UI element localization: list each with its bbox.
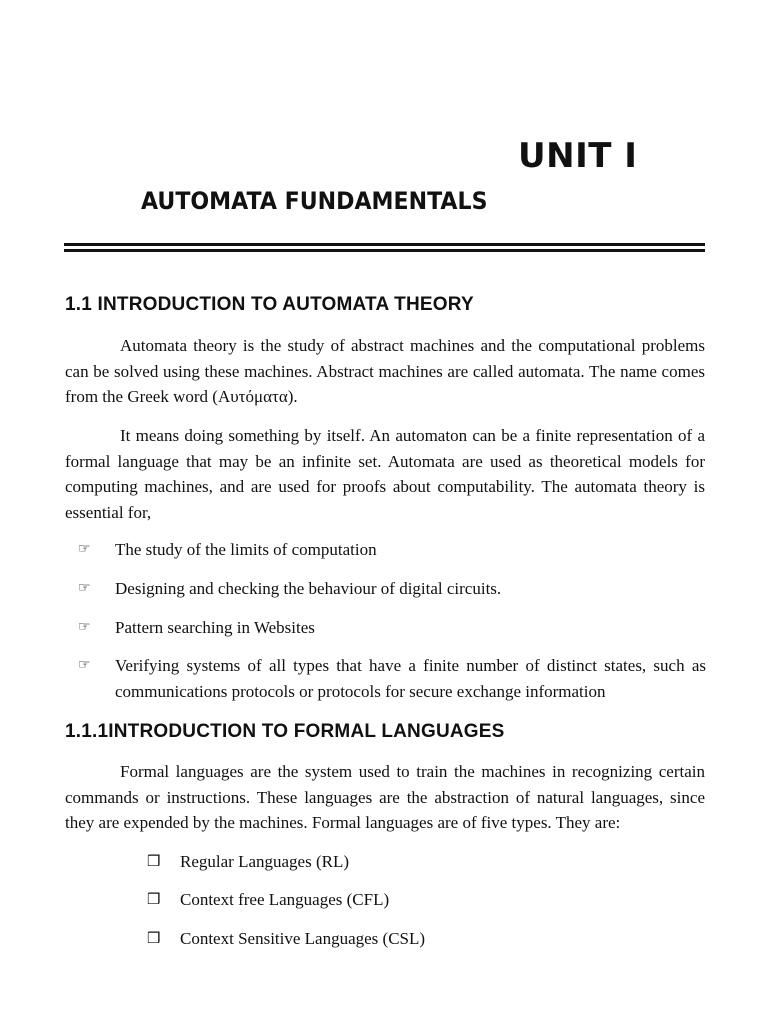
section-heading-1-1-1	[65, 719, 505, 745]
shadowed-square-icon: ❒	[147, 852, 161, 870]
title-divider-top	[64, 243, 705, 246]
paragraph-intro-text: Automata theory is the study of abstract machines and the computational problems can be solved using these machines. Abstract machines are called automata. The name comes from the Greek word (Αυτόματα).	[65, 336, 705, 406]
list-item-text: Designing and checking the behaviour of digital circuits.	[115, 579, 502, 598]
pointing-hand-icon: ☞	[78, 541, 91, 557]
paragraph-formal-languages	[65, 759, 705, 836]
unit-label: UNIT I	[518, 136, 638, 176]
list-item-text: Verifying systems of all types that have a finite number of distinct states, such as communications protocols or protocols for secure exchange information	[115, 656, 706, 701]
paragraph-formal-languages-text: Formal languages are the system used to train the machines in recognizing certain commands or instructions. These languages are the abstraction of natural languages, since they are expended by the machines. Formal languages are of five types. They are:	[65, 762, 705, 832]
unit-title: AUTOMATA FUNDAMENTALS	[141, 187, 488, 215]
list-item-text: Regular Languages (RL)	[180, 852, 349, 871]
list-item-text: Context free Languages (CFL)	[180, 890, 390, 909]
paragraph-definition-text: It means doing something by itself. An automaton can be a finite representation of a formal language that may be an infinite set. Automata are used as theoretical models for computing machines, and are used for proofs about computability. The automata theory is essential for,	[65, 426, 705, 522]
list-item-text: Context Sensitive Languages (CSL)	[180, 929, 426, 948]
shadowed-square-icon: ❒	[147, 890, 161, 908]
section-heading-1-1: 1.1 INTRODUCTION TO AUTOMATA THEORY	[65, 294, 474, 315]
section-number: 1.1.1	[65, 721, 109, 742]
pointing-hand-icon: ☞	[78, 657, 91, 673]
pointing-hand-icon: ☞	[78, 619, 91, 635]
paragraph-intro	[65, 333, 705, 410]
title-divider-bottom	[64, 249, 705, 252]
paragraph-definition	[65, 423, 705, 525]
shadowed-square-icon: ❒	[147, 929, 161, 947]
list-item-text: The study of the limits of computation	[115, 540, 377, 559]
section-title: INTRODUCTION TO FORMAL LANGUAGES	[108, 721, 505, 742]
list-item-text: Pattern searching in Websites	[115, 618, 315, 637]
pointing-hand-icon: ☞	[78, 580, 91, 596]
